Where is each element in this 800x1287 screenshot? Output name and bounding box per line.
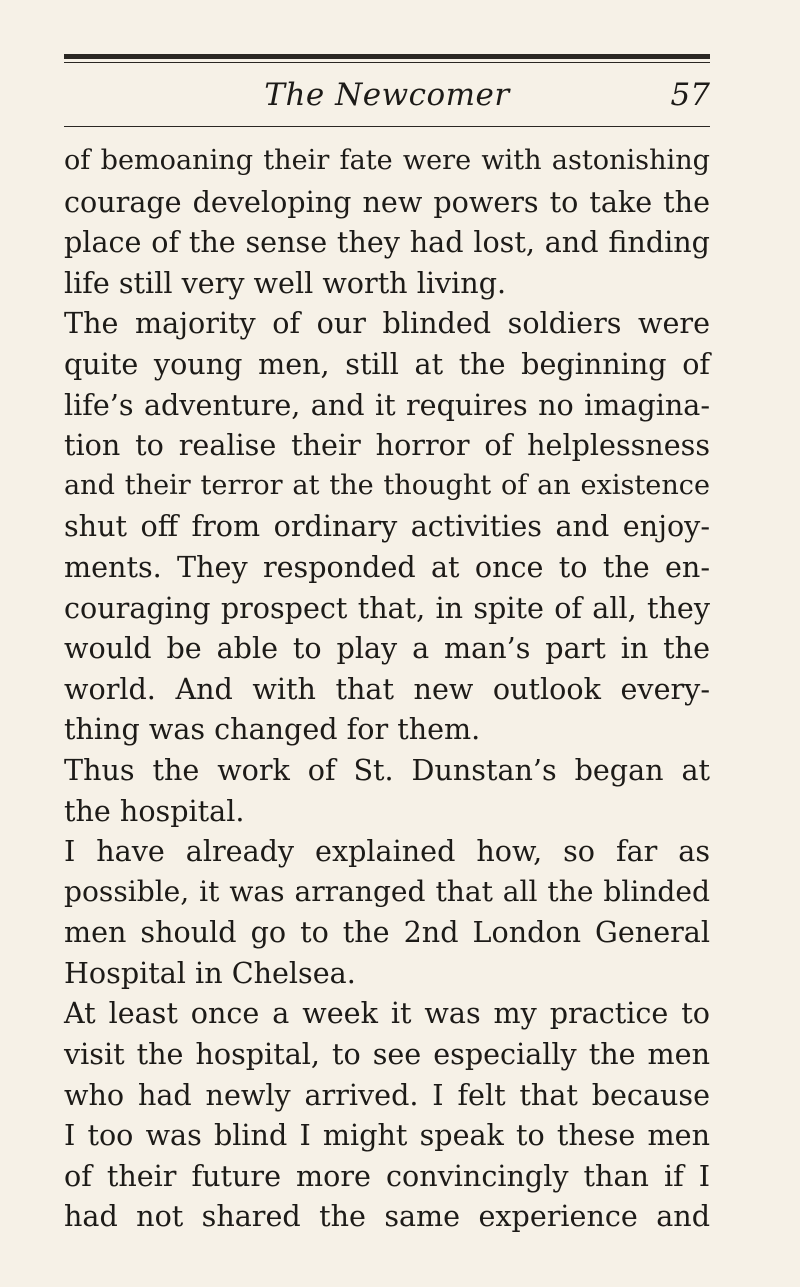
text-line: and their terror at the thought of an existence [64,469,710,501]
text-line: of bemoaning their fate were with astonishing [64,145,710,176]
text-line: Thus the work of St. Dunstan’s began at [64,752,710,787]
text-line: At least once a week it was my practice to [64,996,710,1031]
text-line: place of the sense they had lost, and finding [64,225,710,260]
header-thin-rule [64,62,710,63]
text-line: Hospital in Chelsea. [64,955,356,990]
text-line: I too was blind I might speak to these men [64,1118,710,1153]
text-line: possible, it was arranged that all the blinded [64,874,710,908]
text-line: had not shared the same experience and [64,1199,710,1234]
header-bottom-rule [64,126,710,127]
text-line: I have already explained how, so far as [64,834,710,869]
body-text [64,141,710,1237]
text-line: quite young men, still at the beginning of [64,346,710,381]
text-line: who had newly arrived. I felt that because [64,1077,710,1112]
text-line: men should go to the 2nd London General [64,915,710,950]
text-line: world. And with that new outlook every- [64,671,710,706]
text-line: life’s adventure, and it requires no imagina- [64,387,710,422]
text-line: would be able to play a man’s part in the [64,631,710,666]
text-line: shut off from ordinary activities and enjoy- [64,509,710,544]
text-line: thing was changed for them. [64,712,481,747]
page-number: 57 [670,77,710,113]
text-line: visit the hospital, to see especially the men [64,1037,710,1072]
page-header [64,72,710,118]
text-line: couraging prospect that, in spite of all, they [64,590,710,625]
text-line: courage developing new powers to take the [64,184,710,219]
text-line: ments. They responded at once to the en- [64,549,710,584]
text-line: of their future more convincingly than if I [64,1158,710,1193]
header-thick-rule [64,54,710,59]
running-title: The Newcomer [264,77,510,113]
text-line: life still very well worth living. [64,265,507,300]
text-line: The majority of our blinded soldiers were [64,306,710,341]
text-line: tion to realise their horror of helplessness [64,428,710,463]
text-line: the hospital. [64,793,245,828]
